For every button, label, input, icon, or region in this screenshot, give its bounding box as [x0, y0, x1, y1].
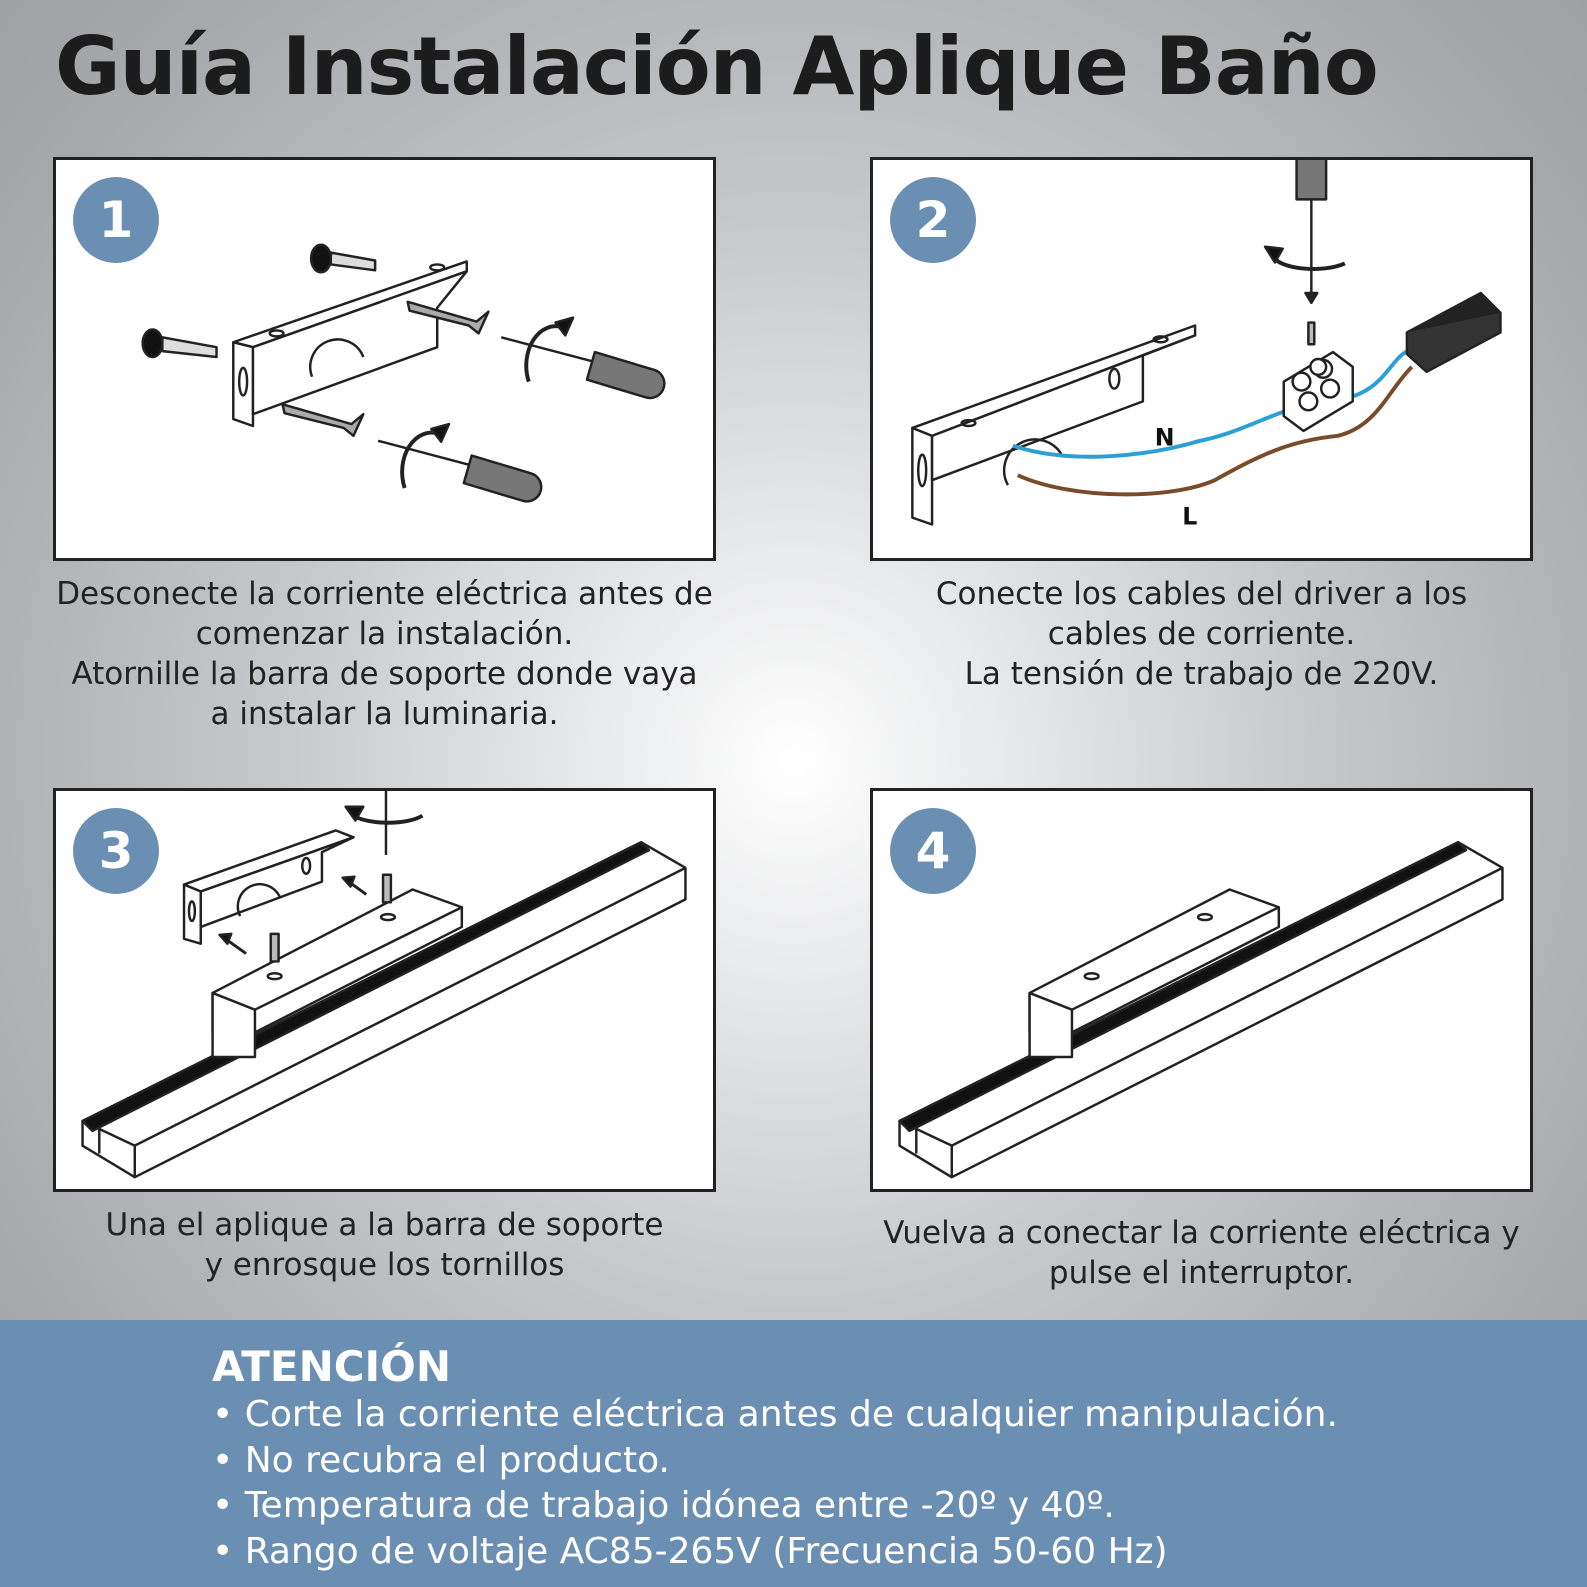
- list-item: • No recubra el producto.: [212, 1438, 1338, 1484]
- step-1-panel: [53, 157, 716, 561]
- neutral-label: N: [1154, 423, 1175, 452]
- step-2-panel: [870, 157, 1533, 561]
- live-label: L: [1182, 502, 1198, 531]
- step-2-caption: Conecte los cables del driver a los cables de corriente. La tensión de trabajo de 220V.: [935, 576, 1468, 692]
- step-number-badge: 1: [73, 177, 159, 263]
- step-number-badge: 3: [73, 808, 159, 894]
- step-4-caption: Vuelva a conectar la corriente eléctrica y pulse el interruptor.: [883, 1215, 1520, 1291]
- page-title: Guía Instalación Aplique Baño: [55, 20, 1378, 113]
- warning-list: [212, 1392, 1338, 1574]
- list-item: • Corte la corriente eléctrica antes de cualquier manipulación.: [212, 1392, 1338, 1438]
- warning-banner: [0, 1320, 1587, 1587]
- list-item: • Rango de voltaje AC85-265V (Frecuencia 50-60 Hz): [212, 1529, 1338, 1575]
- step-number-badge: 4: [890, 808, 976, 894]
- step-3-panel: [53, 788, 716, 1192]
- step-3-caption: Una el aplique a la barra de soporte y enrosque los tornillos: [105, 1207, 664, 1283]
- step-4-panel: [870, 788, 1533, 1192]
- step-number-badge: 2: [890, 177, 976, 263]
- warning-heading: ATENCIÓN: [212, 1342, 452, 1391]
- step-1-caption: Desconecte la corriente eléctrica antes de comenzar la instalación. Atornille la barra de soporte donde vaya a instalar la luminaria.: [56, 576, 713, 732]
- list-item: • Temperatura de trabajo idónea entre -20º y 40º.: [212, 1483, 1338, 1529]
